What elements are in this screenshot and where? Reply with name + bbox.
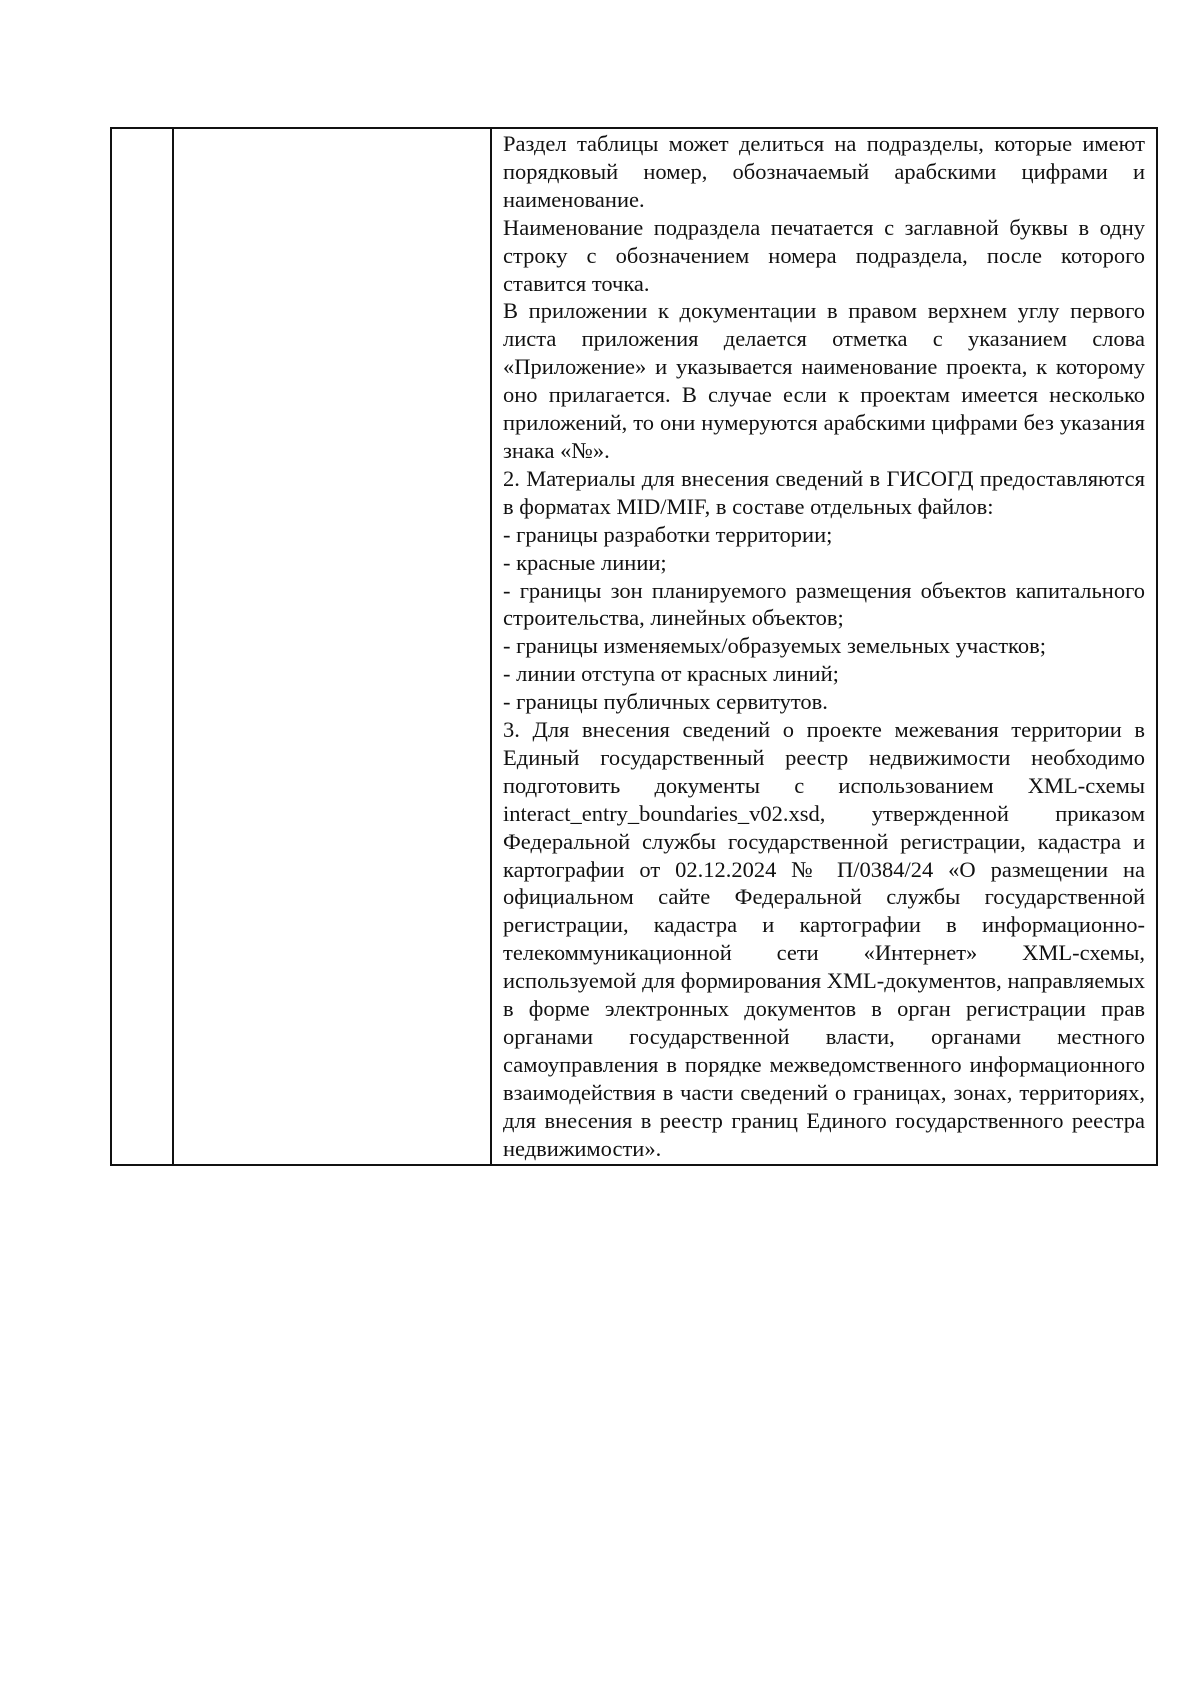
list-item: - границы публичных сервитутов.: [503, 689, 828, 715]
list-item: - границы зон планируемого размещения объектов капитального строительства, линейных объектов;: [503, 577, 1145, 631]
list-item: - линии отступа от красных линий;: [503, 661, 839, 687]
number-cell: [111, 128, 173, 1165]
list-item: - красные линии;: [503, 549, 667, 575]
content-cell: [491, 128, 1157, 1165]
list-item: - границы разработки территории;: [503, 521, 833, 547]
requirements-table: [110, 127, 1158, 1166]
list-item: - границы изменяемых/образуемых земельных участков;: [503, 633, 1046, 659]
table-row: [111, 128, 1157, 1165]
content-text: [492, 129, 1156, 1164]
paragraph-subsection-title: Наименование подраздела печатается с заглавной буквы в одну строку с обозначением номера подраздела, после которого ставится точка.: [503, 214, 1145, 296]
paragraph-egrn-xml: 3. Для внесения сведений о проекте межевания территории в Единый государственный реестр недвижимости необходимо подготовить документы с использованием XML-схемы interact_entry_boundaries_v02.xsd, утвержденной приказом Федеральной службы государственной регистрации, кадастра и картографии от 02.12.2024 № П/0384/24 «О размещении на официальном сайте Федеральной службы государственной регистрации, кадастра и картографии в информационно-телекоммуникационной сети «Интернет» XML-схемы, используемой для формирования XML-документов, направляемых в форме электронных документов в орган регистрации прав органами государственной власти, органами местного самоуправления в порядке межведомственного информационного взаимодействия в части сведений о границах, зонах, территориях, для внесения в реестр границ Единого государственного реестра недвижимости».: [503, 717, 1145, 1161]
paragraph-gisogd-materials: 2. Материалы для внесения сведений в ГИСОГД предоставляются в форматах MID/MIF, в составе отдельных файлов:: [503, 465, 1145, 519]
name-cell: [173, 128, 491, 1165]
paragraph-subsections: Раздел таблицы может делиться на подразделы, которые имеют порядковый номер, обозначаемый арабскими цифрами и наименование.: [503, 131, 1145, 212]
paragraph-appendix: В приложении к документации в правом верхнем углу первого листа приложения делается отметка с указанием слова «Приложение» и указывается наименование проекта, к которому оно прилагается. В случае если к проектам имеется несколько приложений, то они нумеруются арабскими цифрами без указания знака «№».: [503, 298, 1145, 463]
